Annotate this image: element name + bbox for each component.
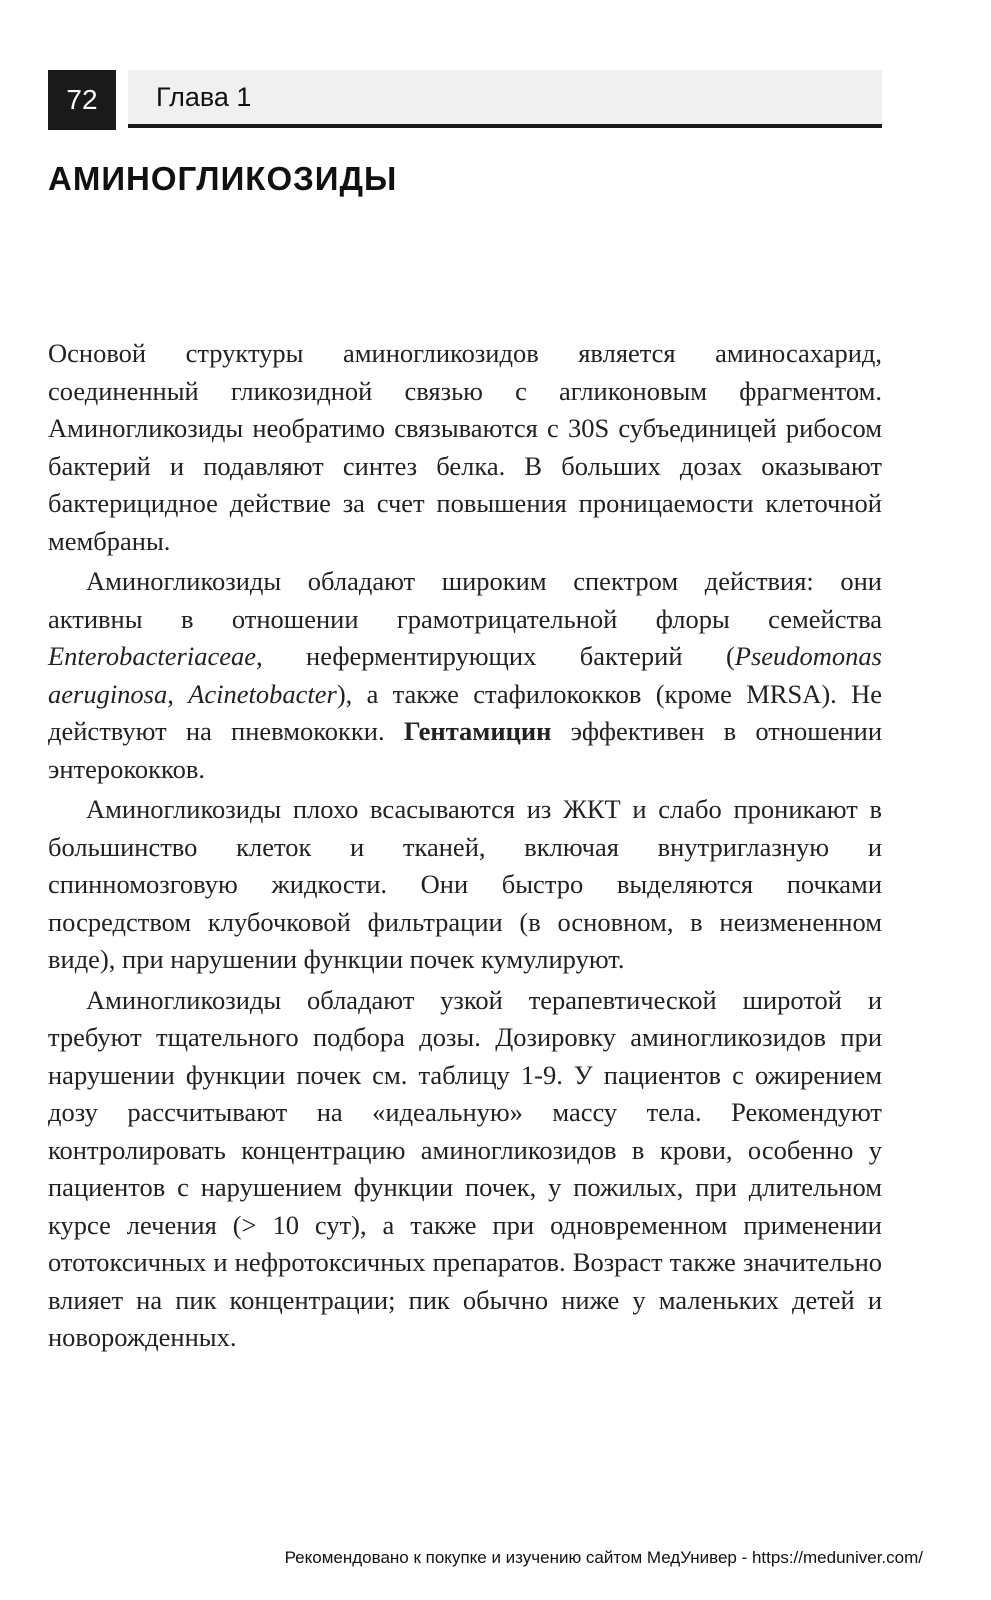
paragraph-3: Аминогликозиды плохо всасываются из ЖКТ и слабо проникают в большинство клеток и тканей, включая внутриглазную и спинномозговую жидкости. Они быстро выделяются почками посредством клубочковой фильтрации (в основном, в неизмененном виде), при нарушении функции почек кумулируют.: [48, 794, 882, 974]
footer-recommendation: Рекомендовано к покупке и изучению сайтом МедУнивер - https://meduniver.com/: [284, 1548, 923, 1567]
taxon-pseudomonas: Pseudomonas aeruginosa: [48, 641, 882, 709]
paragraph-1: Основой структуры аминогликозидов является аминосахарид, соединенный гликозидной связью с агликоновым фрагментом. Аминогликозиды необратимо связываются с 30S субъединицей рибосом бактерий и подавляют синтез белка. В больших дозах оказывают бактерицидное действие за счет повышения проницаемости клеточной мембраны.: [48, 338, 882, 556]
chapter-label: Глава 1: [156, 82, 252, 112]
taxon-enterobacteriaceae: Enterobacteriaceae: [48, 641, 256, 671]
body-text: [48, 335, 882, 1360]
page-header: [48, 70, 882, 130]
paragraph-2: [48, 563, 882, 788]
paragraph-2-text-4: ), а также стафилококков (кроме MRSA). Не действуют на пневмококки.: [48, 678, 882, 746]
paragraph-2-text-2: , неферментирующих бактерий (: [256, 641, 735, 671]
taxon-acinetobacter: Acinetobacter: [188, 678, 337, 709]
section-title: АМИНОГЛИКОЗИДЫ: [48, 160, 398, 197]
paragraph-2-text-5: эффективен в отношении энтерококков.: [48, 716, 882, 784]
drug-gentamicin: Гентамицин: [403, 716, 552, 746]
chapter-bar: [128, 70, 882, 128]
page-number: 72: [48, 70, 116, 130]
paragraph-2-text-1: Аминогликозиды обладают широким спектром действия: они активны в отношении грамотрицательной флоры семейства: [48, 566, 882, 634]
paragraph-2-text-3: ,: [167, 678, 189, 709]
paragraph-4: Аминогликозиды обладают узкой терапевтической широтой и требуют тщательного подбора дозы. Дозировку аминогликозидов при нарушении функции почек см. таблицу 1-9. У пациентов с ожирением дозу рассчитывают на «идеальную» массу тела. Рекомендуют контролировать концентрацию аминогликозидов в крови, особенно у пациентов с нарушением функции почек, у пожилых, при длительном курсе лечения (> 10 сут), а также при одновременном применении ототоксичных и нефротоксичных препаратов. Возраст также значительно влияет на пик концентрации; пик обычно ниже у маленьких детей и новорожденных.: [48, 984, 882, 1352]
